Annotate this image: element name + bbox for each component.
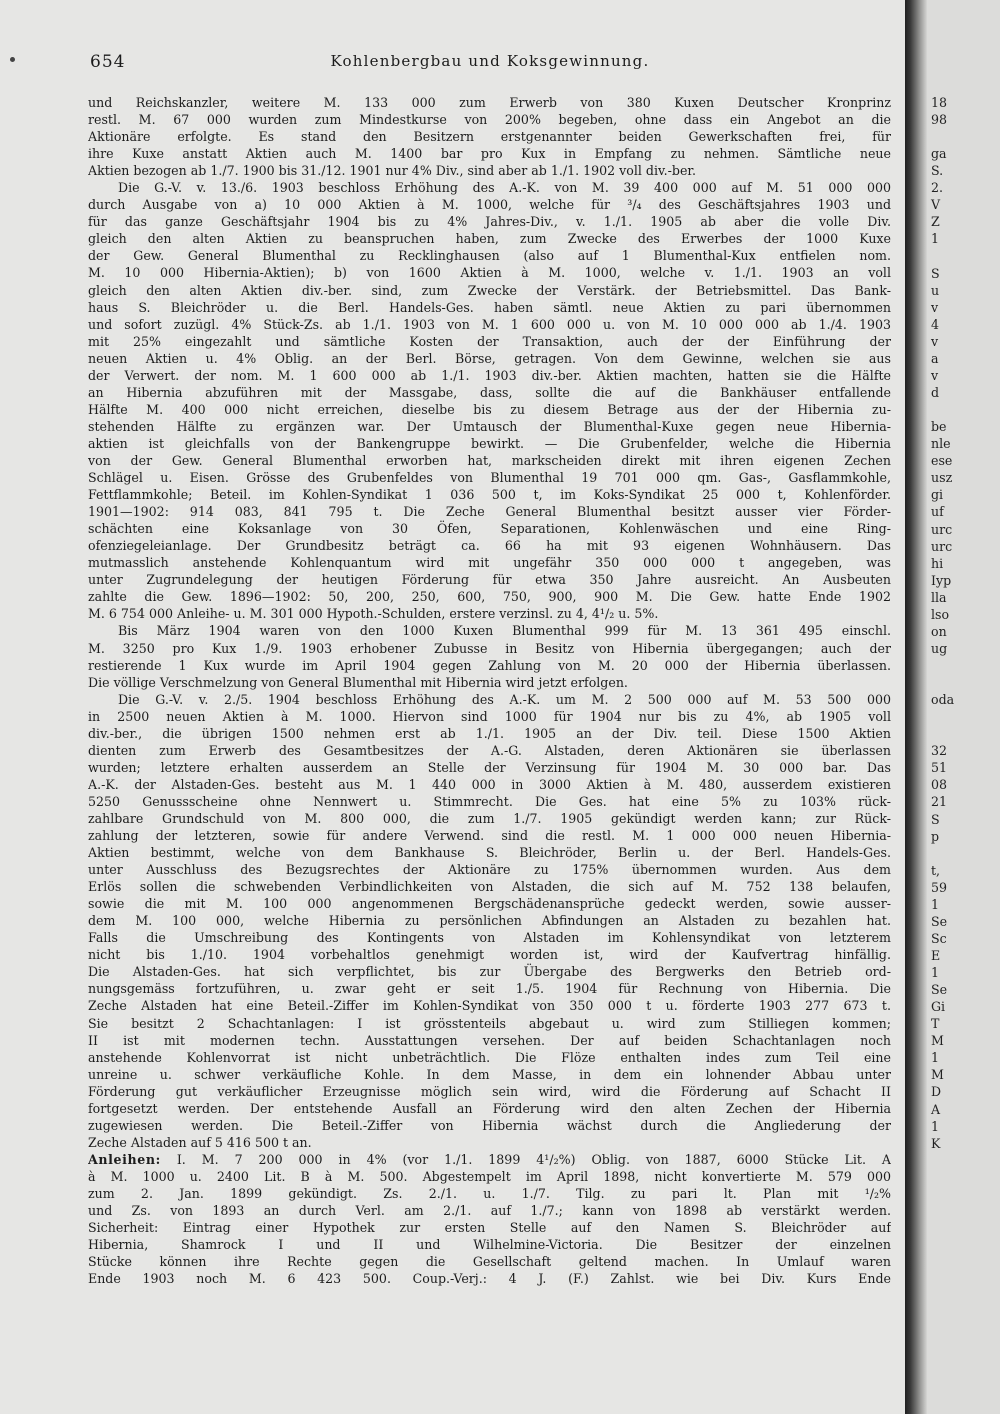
body-text bbox=[88, 94, 891, 1287]
facing-page-fragment: 1 bbox=[931, 1050, 940, 1066]
text-line-content: wurden; letztere erhalten ausserdem an Stelle der Verzinsung für 1904 M. 30 000 bar. Das bbox=[88, 759, 891, 775]
text-line-content: zahlte die Gew. 1896—1902: 50, 200, 250, 600, 750, 900, 900 M. Die Gew. hatte Ende 1902 bbox=[88, 589, 891, 605]
text-line-content: Falls die Umschreibung des Kontingents von Alstaden im Kohlensyndikat von letzterem bbox=[88, 930, 891, 946]
facing-page-fragment: gi bbox=[931, 487, 944, 503]
text-line-content: für das ganze Geschäftsjahr 1904 bis zu 4% Jahres-Div., v. 1./1. 1905 ab aber die volle Div. bbox=[88, 214, 891, 230]
text-line-content: schächten eine Koksanlage von 30 Öfen, Separationen, Kohlenwäschen und eine Ring- bbox=[88, 521, 891, 537]
text-line-content: durch Ausgabe von a) 10 000 Aktien à M. 1000, welche für ³/₄ des Geschäftsjahres 1903 und bbox=[88, 197, 891, 213]
text-line bbox=[88, 264, 891, 281]
text-line-content: Hälfte M. 400 000 nicht erreichen, dieselbe bis zu diesem Betrage aus der der Hibernia zu- bbox=[88, 401, 891, 417]
text-line-content: restl. M. 67 000 wurden zum Mindestkurse von 200% begeben, ohne dass ein Angebot an die bbox=[88, 112, 891, 128]
facing-page-fragment: K bbox=[931, 1135, 941, 1151]
text-line-content: M. 3250 pro Kux 1./9. 1903 erhobener Zubusse in Besitz von Hibernia übergegangen; auch der bbox=[88, 640, 891, 656]
text-line-content: Zeche Alstaden auf 5 416 500 t an. bbox=[88, 1134, 312, 1150]
text-line-content: stehenden Hälfte zu ergänzen war. Der Umtausch der Blumenthal-Kuxe gegen neue Hibernia- bbox=[88, 418, 891, 434]
facing-page-fragment: 1 bbox=[931, 231, 940, 247]
facing-page-fragment: u bbox=[931, 282, 940, 298]
text-line bbox=[88, 980, 891, 997]
text-line bbox=[88, 1134, 891, 1151]
facing-page-fragment: D bbox=[931, 1084, 942, 1100]
text-line-content: Die Alstaden-Ges. hat sich verpflichtet, bis zur Übergabe des Bergwerks den Betrieb ord- bbox=[88, 964, 891, 980]
text-line bbox=[88, 640, 891, 657]
text-line-content: Stücke können ihre Rechte gegen die Gesellschaft geltend machen. In Umlauf waren bbox=[88, 1254, 891, 1270]
text-line-content: zahlung der letzteren, sowie für andere Verwend. sind die restl. M. 1 000 000 neuen Hibernia- bbox=[88, 828, 891, 844]
text-line bbox=[88, 742, 891, 759]
facing-page-fragment: on bbox=[931, 623, 947, 639]
facing-page-fragment: ga bbox=[931, 146, 947, 162]
text-line bbox=[88, 537, 891, 554]
text-line bbox=[88, 1185, 891, 1202]
text-line bbox=[88, 418, 891, 435]
text-line bbox=[88, 725, 891, 742]
facing-page-fragment: oda bbox=[931, 692, 955, 708]
facing-page-fragment: S. bbox=[931, 163, 944, 179]
text-line bbox=[88, 997, 891, 1014]
text-line-content: M. 10 000 Hibernia-Aktien); b) von 1600 Aktien à M. 1000, welche v. 1./1. 1903 an voll bbox=[88, 265, 891, 281]
scan-speck bbox=[10, 57, 15, 62]
text-line bbox=[88, 1219, 891, 1236]
text-line bbox=[88, 844, 891, 861]
text-line-content: Bis März 1904 waren von den 1000 Kuxen Blumenthal 999 für M. 13 361 495 einschl. bbox=[118, 623, 891, 639]
text-line-content: und Reichskanzler, weitere M. 133 000 zum Erwerb von 380 Kuxen Deutscher Kronprinz bbox=[88, 95, 891, 110]
text-line-content: mit 25% eingezahlt und sämtliche Kosten der Transaktion, auch der der Einführung der bbox=[88, 333, 891, 349]
page-header bbox=[90, 52, 890, 76]
text-line-content: restierende 1 Kux wurde im April 1904 gegen Zahlung von M. 20 000 der Hibernia überlassen. bbox=[88, 657, 891, 673]
text-line-content: 5250 Genussscheine ohne Nennwert u. Stimmrecht. Die Ges. hat eine 5% zu 103% rück- bbox=[88, 793, 891, 809]
text-line-content: ofenziegeleianlage. Der Grundbesitz beträgt ca. 66 ha mit 93 eigenen Wohnhäusern. Das bbox=[88, 538, 891, 554]
text-line bbox=[88, 503, 891, 520]
facing-page-fragment: Z bbox=[931, 214, 940, 230]
facing-page-fragment: 51 bbox=[931, 760, 948, 776]
facing-page-fragment: E bbox=[931, 948, 941, 963]
text-line bbox=[88, 708, 891, 725]
text-line-content: ihre Kuxe anstatt Aktien auch M. 1400 bar pro Kux in Empfang zu nehmen. Sämtliche neue bbox=[88, 146, 891, 162]
text-line bbox=[88, 691, 891, 708]
running-title: Kohlenbergbau und Koksgewinnung. bbox=[330, 52, 650, 70]
facing-page-fragment: lla bbox=[931, 589, 947, 605]
text-line-content: der Gew. General Blumenthal zu Recklinghausen (also auf 1 Blumenthal-Kux entfielen nom. bbox=[88, 248, 891, 264]
facing-page-fragment: Iyp bbox=[931, 572, 952, 588]
text-line bbox=[88, 588, 891, 605]
text-line-content: Die G.-V. v. 13./6. 1903 beschloss Erhöhung des A.-K. von M. 39 400 000 auf M. 51 000 000 bbox=[118, 180, 891, 196]
text-line-content: nungsgemäss fortzuführen, u. zwar geht er seit 1./5. 1904 für Rechnung von Hibernia. Die bbox=[88, 981, 891, 997]
text-line bbox=[88, 111, 891, 128]
text-line bbox=[88, 827, 891, 844]
text-line-content: anstehende Kohlenvorrat ist nicht unbeträchtlich. Die Flöze enthalten indes zum Teil eine bbox=[88, 1049, 891, 1065]
text-line bbox=[88, 1032, 891, 1049]
text-line bbox=[88, 571, 891, 588]
text-line bbox=[88, 282, 891, 299]
facing-page-fragment: Sc bbox=[931, 930, 947, 946]
section-lead: Anleihen: bbox=[88, 1151, 161, 1167]
text-line-content: unter Zugrundelegung der heutigen Förderung für etwa 350 Jahre ausreicht. An Ausbeuten bbox=[88, 572, 891, 588]
text-line bbox=[88, 605, 891, 622]
text-line-content: zum 2. Jan. 1899 gekündigt. Zs. 2./1. u. 1./7. Tilg. zu pari lt. Plan mit ¹/₂% bbox=[88, 1186, 891, 1201]
text-line-content: mutmasslich anstehende Kohlenquantum wird mit ungefähr 350 000 000 t angegeben, was bbox=[88, 555, 891, 571]
facing-page-fragment: Gi bbox=[931, 999, 946, 1015]
facing-page-fragment: urc bbox=[931, 521, 953, 537]
text-line-content: Aktien bezogen ab 1./7. 1900 bis 31./12. 1901 nur 4% Div., sind aber ab 1./1. 1902 voll div.-ber. bbox=[88, 163, 697, 179]
facing-page-fragment: M bbox=[931, 1033, 944, 1049]
text-line bbox=[88, 469, 891, 486]
page-number: 654 bbox=[90, 52, 126, 72]
text-line-content: dem M. 100 000, welche Hibernia zu persönlichen Abfindungen an Alstaden zu bezahlen hat. bbox=[88, 913, 891, 929]
text-line-content: dienten zum Erwerb des Gesamtbesitzes der A.-G. Alstaden, deren Aktionären sie überlassen bbox=[88, 742, 891, 758]
text-line bbox=[88, 895, 891, 912]
text-line bbox=[88, 179, 891, 196]
facing-page-fragment: 1 bbox=[931, 965, 940, 981]
text-line-content: Schlägel u. Eisen. Grösse des Grubenfeldes von Blumenthal 19 701 000 qm. Gas-, Gasflammkohle, bbox=[88, 470, 891, 486]
text-line-content: II ist mit modernen techn. Ausstattungen versehen. Der auf beiden Schachtanlagen noch bbox=[88, 1032, 891, 1048]
text-line-content: an Hibernia abzuführen mit der Massgabe, dass, sollte die auf die Bankhäuser entfallende bbox=[88, 384, 891, 400]
text-line bbox=[88, 401, 891, 418]
text-line bbox=[88, 1270, 891, 1287]
facing-page-fragment: lso bbox=[931, 606, 950, 622]
text-line bbox=[88, 1049, 891, 1066]
facing-page-fragment: 21 bbox=[931, 794, 948, 810]
text-line-content: in 2500 neuen Aktien à M. 1000. Hiervon sind 1000 für 1904 nur bis zu 4%, ab 1905 voll bbox=[88, 708, 891, 724]
facing-page-fragment: nle bbox=[931, 436, 951, 452]
facing-page-fragment: 18 bbox=[931, 95, 948, 110]
text-line-content: nicht bis 1./10. 1904 vorbehaltlos genehmigt worden ist, wird der Kaufvertrag hinfällig. bbox=[88, 947, 891, 963]
text-line-content: Aktionäre erfolgte. Es stand den Besitzern erstgenannter beiden Gewerkschaften frei, für bbox=[88, 129, 891, 145]
facing-page-fragment: Se bbox=[931, 982, 948, 998]
text-line-content: Fettflammkohle; Beteil. im Kohlen-Syndikat 1 036 500 t, im Koks-Syndikat 25 000 t, Kohlenförder. bbox=[88, 487, 891, 503]
text-line bbox=[88, 793, 891, 810]
text-line-content: sowie die mit M. 100 000 angenommenen Bergschädenansprüche gedeckt werden, sowie ausser- bbox=[88, 896, 891, 912]
text-line-content: Die völlige Verschmelzung von General Blumenthal mit Hibernia wird jetzt erfolgen. bbox=[88, 674, 628, 690]
text-line-content: Hibernia, Shamrock I und II und Wilhelmine-Victoria. Die Besitzer der einzelnen bbox=[88, 1237, 891, 1253]
text-line bbox=[88, 520, 891, 537]
text-line bbox=[88, 1168, 891, 1185]
text-line-content: gleich den alten Aktien zu beanspruchen haben, zum Zwecke des Erwerbes der 1000 Kuxe bbox=[88, 231, 891, 247]
text-line-content: Sie besitzt 2 Schachtanlagen: I ist grösstenteils abgebaut u. wird zum Stilliegen kommen; bbox=[88, 1015, 891, 1031]
text-line bbox=[88, 878, 891, 895]
text-line bbox=[88, 1083, 891, 1100]
text-line bbox=[88, 94, 891, 111]
facing-page-fragment: 4 bbox=[931, 316, 940, 332]
text-line bbox=[88, 929, 891, 946]
text-line bbox=[88, 622, 891, 639]
text-line-content: 1901—1902: 914 083, 841 795 t. Die Zeche General Blumenthal besitzt ausser vier Förder- bbox=[88, 504, 891, 520]
text-line-content: fortgesetzt werden. Der entstehende Ausfall an Förderung wird den alten Zechen der Hibernia bbox=[88, 1100, 891, 1116]
text-line-content: à M. 1000 u. 2400 Lit. B à M. 500. Abgestempelt im April 1898, nicht konvertierte M. 579 000 bbox=[88, 1168, 891, 1184]
facing-page-fragment: ug bbox=[931, 640, 948, 656]
text-line bbox=[88, 776, 891, 793]
facing-page-fragment: 32 bbox=[931, 743, 948, 759]
text-line-content: von der Gew. General Blumenthal erworben hat, markscheiden direkt mit ihren eigenen Zechen bbox=[88, 452, 891, 468]
text-line-content: Zeche Alstaden hat eine Beteil.-Ziffer im Kohlen-Syndikat von 350 000 t u. förderte 1903 277 673 t. bbox=[88, 998, 891, 1014]
text-line bbox=[88, 316, 891, 333]
text-line bbox=[88, 657, 891, 674]
text-line-content: neuen Aktien u. 4% Oblig. an der Berl. Börse, getragen. Von dem Gewinne, welchen sie aus bbox=[88, 350, 891, 366]
text-line-content: Ende 1903 noch M. 6 423 500. Coup.-Verj.: 4 J. (F.) Zahlst. wie bei Div. Kurs Ende bbox=[88, 1271, 891, 1287]
text-line bbox=[88, 861, 891, 878]
text-line bbox=[88, 946, 891, 963]
text-line bbox=[88, 963, 891, 980]
text-line bbox=[88, 1202, 891, 1219]
text-line bbox=[88, 247, 891, 264]
text-line bbox=[88, 367, 891, 384]
text-line bbox=[88, 1066, 891, 1083]
text-line bbox=[88, 1100, 891, 1117]
text-line bbox=[88, 1117, 891, 1134]
facing-page-fragment: 1 bbox=[931, 1118, 940, 1134]
facing-page-fragment: be bbox=[931, 419, 947, 435]
text-line bbox=[88, 299, 891, 316]
text-line-content: unreine u. schwer verkäufliche Kohle. In dem Masse, in dem ein lohnender Abbau unter bbox=[88, 1066, 891, 1082]
text-line-content: A.-K. der Alstaden-Ges. besteht aus M. 1 440 000 in 3000 Aktien à M. 480, ausserdem existieren bbox=[88, 776, 891, 792]
text-line bbox=[88, 554, 891, 571]
facing-page-fragment: 59 bbox=[931, 879, 948, 895]
text-line-content: und Zs. von 1893 an durch Verl. am 2./1. auf 1./7.; kann von 1898 ab verstärkt werden. bbox=[88, 1203, 891, 1219]
facing-page-fragment: V bbox=[931, 197, 941, 213]
facing-page-fragment: t, bbox=[931, 862, 941, 878]
facing-page-fragment: S bbox=[931, 265, 940, 281]
text-line bbox=[88, 1253, 891, 1270]
facing-page-fragment: S bbox=[931, 811, 940, 827]
text-line-content: I. M. 7 200 000 in 4% (vor 1./1. 1899 4¹/₂%) Oblig. von 1887, 6000 Stücke Lit. A bbox=[160, 1151, 891, 1167]
book-gutter bbox=[905, 0, 927, 1414]
facing-page-fragment: 08 bbox=[931, 777, 948, 793]
text-line-content: Aktien bestimmt, welche von dem Bankhause S. Bleichröder, Berlin u. der Berl. Handels-Ges. bbox=[88, 845, 891, 861]
text-line-content: Förderung gut verkäuflicher Erzeugnisse möglich sein wird, wird die Förderung auf Schacht II bbox=[88, 1083, 891, 1099]
facing-page-fragment: 1 bbox=[931, 896, 940, 912]
text-line-content: unter Ausschluss des Bezugsrechtes der Aktionäre zu 175% übernommen wurden. Aus dem bbox=[88, 862, 891, 878]
text-line bbox=[88, 1236, 891, 1253]
text-line bbox=[88, 145, 891, 162]
text-line-content: der Verwert. der nom. M. 1 600 000 ab 1./1. 1903 div.-ber. Aktien machten, hatten sie die Hälfte bbox=[88, 367, 891, 383]
text-line-content: Sicherheit: Eintrag einer Hypothek zur ersten Stelle auf den Namen S. Bleichröder auf bbox=[88, 1220, 891, 1236]
facing-page-fragment: urc bbox=[931, 538, 953, 554]
facing-page-fragment: T bbox=[931, 1016, 940, 1032]
text-line-content: M. 6 754 000 Anleihe- u. M. 301 000 Hypoth.-Schulden, erstere verzinsl. zu 4, 4¹/₂ u. 5%. bbox=[88, 606, 659, 622]
text-line bbox=[88, 128, 891, 145]
facing-page-fragment: ese bbox=[931, 453, 953, 469]
facing-page-fragment: p bbox=[931, 828, 940, 844]
facing-page-fragment: v bbox=[931, 367, 939, 383]
text-line bbox=[88, 350, 891, 367]
text-line-content: aktien ist gleichfalls von der Bankengruppe bewirkt. — Die Grubenfelder, welche die Hibernia bbox=[88, 435, 891, 451]
text-line bbox=[88, 162, 891, 179]
text-line-content: gleich den alten Aktien div.-ber. sind, zum Zwecke der Verstärk. der Betriebsmittel. Das Bank- bbox=[88, 282, 891, 298]
text-line bbox=[88, 333, 891, 350]
text-line bbox=[88, 435, 891, 452]
facing-page-fragment: 2. bbox=[931, 180, 944, 196]
facing-page-fragment: hi bbox=[931, 555, 944, 571]
text-line bbox=[88, 810, 891, 827]
text-line bbox=[88, 1151, 891, 1168]
facing-page-fragment: usz bbox=[931, 470, 953, 486]
text-line-content: zahlbare Grundschuld von M. 800 000, die zum 1./7. 1905 gekündigt werden kann; zur Rück- bbox=[88, 810, 891, 826]
text-line-content: und sofort zuzügl. 4% Stück-Zs. ab 1./1. 1903 von M. 1 600 000 u. von M. 10 000 000 ab 1./4. 1903 bbox=[88, 316, 891, 332]
facing-page-fragment: A bbox=[931, 1101, 941, 1117]
facing-page-fragment: M bbox=[931, 1067, 944, 1083]
facing-page-fragment: uf bbox=[931, 504, 944, 520]
text-line-content: Die G.-V. v. 2./5. 1904 beschloss Erhöhung des A.-K. um M. 2 500 000 auf M. 53 500 000 bbox=[118, 691, 891, 707]
text-line bbox=[88, 486, 891, 503]
facing-page-fragment: 98 bbox=[931, 112, 948, 128]
text-line bbox=[88, 759, 891, 776]
text-line-content: zugewiesen werden. Die Beteil.-Ziffer von Hibernia wächst durch die Angliederung der bbox=[88, 1117, 891, 1133]
text-line bbox=[88, 213, 891, 230]
text-line bbox=[88, 1015, 891, 1032]
text-line-content: haus S. Bleichröder u. die Berl. Handels-Ges. haben sämtl. neue Aktien zu pari übernommen bbox=[88, 299, 891, 315]
text-line bbox=[88, 196, 891, 213]
facing-page-fragment: a bbox=[931, 350, 939, 366]
text-line-content: Erlös sollen die schwebenden Verbindlichkeiten von Alstaden, die sich auf M. 752 138 belaufen, bbox=[88, 879, 891, 895]
text-line bbox=[88, 230, 891, 247]
facing-page-fragment: Se bbox=[931, 913, 948, 929]
text-line bbox=[88, 384, 891, 401]
text-line bbox=[88, 674, 891, 691]
text-line bbox=[88, 452, 891, 469]
text-line-content: div.-ber., die übrigen 1500 nehmen erst ab 1./1. 1905 an der Div. teil. Diese 1500 Aktien bbox=[88, 725, 891, 741]
facing-page-fragment: d bbox=[931, 385, 940, 401]
facing-page-fragment: v bbox=[931, 333, 939, 349]
facing-page-fragment: v bbox=[931, 299, 939, 315]
text-line bbox=[88, 912, 891, 929]
